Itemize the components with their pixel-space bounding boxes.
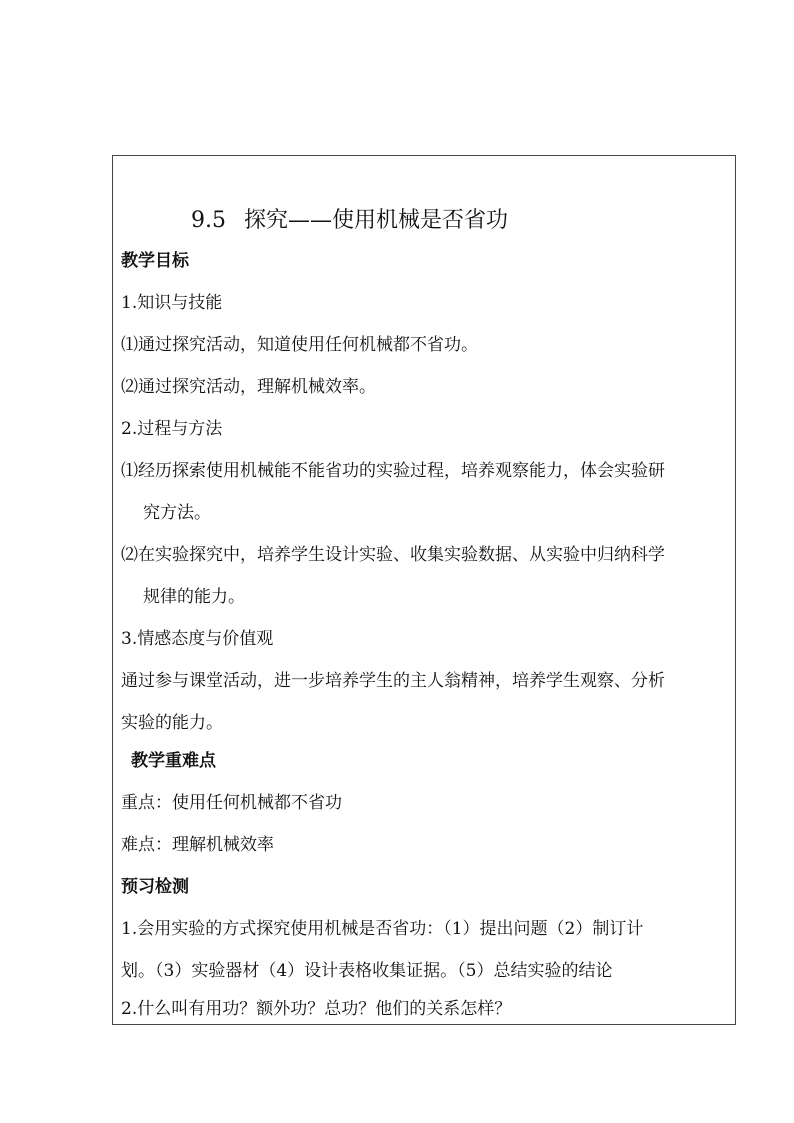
preview-question-2: 2.什么叫有用功？额外功？总功？他们的关系怎样？	[121, 999, 512, 1019]
subheading-process-method: 2.过程与方法	[121, 419, 223, 439]
document-title	[191, 208, 508, 234]
preview-question-1-line1: 1.会用实验的方式探究使用机械是否省功：（1）提出问题（2）制订计	[121, 919, 644, 939]
heading-preview-check: 预习检测	[121, 877, 189, 897]
attitude-paragraph-line2: 实验的能力。	[121, 713, 223, 733]
subheading-attitude-values: 3.情感态度与价值观	[121, 629, 274, 649]
goal-item-2-1-line2: 究方法。	[143, 503, 211, 523]
document-frame	[112, 155, 736, 1025]
subheading-knowledge-skills: 1.知识与技能	[121, 293, 223, 313]
goal-item-1-1: ⑴通过探究活动，知道使用任何机械都不省功。	[121, 335, 478, 355]
difficult-point: 难点：理解机械效率	[121, 835, 274, 855]
goal-item-2-1-line1: ⑴经历探索使用机械能不能省功的实验过程，培养观察能力，体会实验研	[121, 461, 665, 481]
goal-item-2-2-line2: 规律的能力。	[143, 587, 245, 607]
attitude-paragraph-line1: 通过参与课堂活动，进一步培养学生的主人翁精神，培养学生观察、分析	[121, 671, 665, 691]
preview-question-1-line2: 划。（3）实验器材（4）设计表格收集证据。（5）总结实验的结论	[121, 961, 613, 981]
goal-item-1-2: ⑵通过探究活动，理解机械效率。	[121, 377, 376, 397]
title-text: 探究——使用机械是否省功	[244, 208, 509, 233]
section-number: 9.5	[191, 208, 226, 233]
heading-key-difficult: 教学重难点	[131, 751, 216, 771]
heading-teaching-goals: 教学目标	[121, 251, 189, 271]
key-point: 重点：使用任何机械都不省功	[121, 793, 342, 813]
goal-item-2-2-line1: ⑵在实验探究中，培养学生设计实验、收集实验数据、从实验中归纳科学	[121, 545, 665, 565]
